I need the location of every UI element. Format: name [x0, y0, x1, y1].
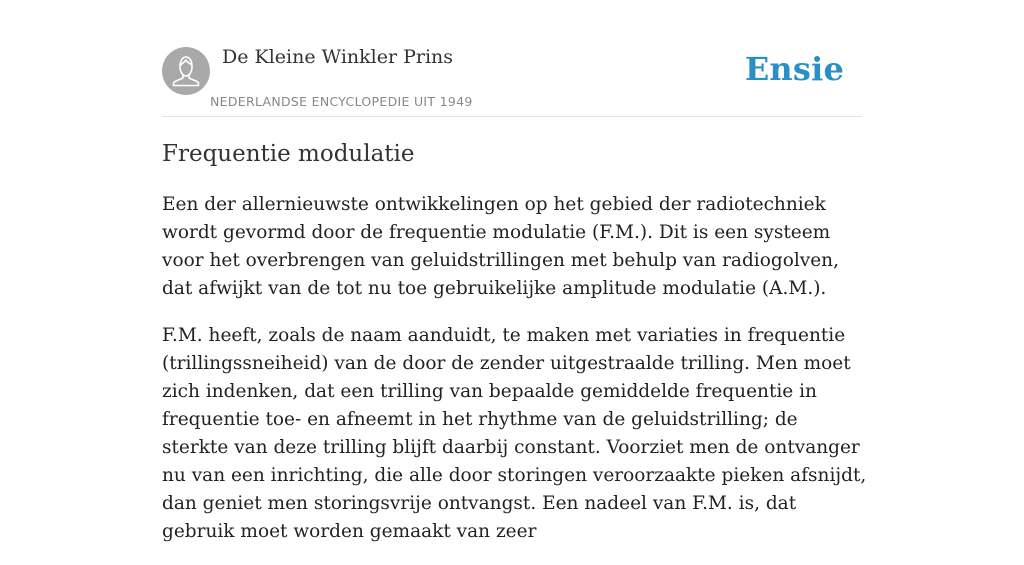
source-title[interactable]: De Kleine Winkler Prins — [222, 46, 454, 68]
article-paragraph: F.M. heeft, zoals de naam aanduidt, te maken met variaties in frequentie (trillingssneiheid) van de door de zender uitgestraalde trilling. Men moet zich indenken, dat een trilling van bepaalde gemiddelde frequentie in frequentie toe- en afneemt in het rhythme van de geluidstrilling; de sterkte van deze trilling blijft daarbij constant. Voorziet men de ontvanger nu van een inrichting, die alle door storingen veroorzaakte pieken afsnijdt, dan geniet men storingsvrije ontvangst. Een nadeel van F.M. is, dat gebruik moet worden gemaakt van zeer — [162, 325, 867, 542]
source-header — [162, 44, 862, 117]
article-paragraph: Een der allernieuwste ontwikkelingen op het gebied der radiotechniek wordt gevormd door de frequentie modulatie (F.M.). Dit is een systeem voor het overbrengen van geluidstrillingen met behulp van radiogolven, dat afwijkt van de tot nu toe gebruikelijke amplitude modulatie (A.M.). — [162, 194, 839, 299]
article — [162, 138, 868, 565]
article-title: Frequentie modulatie — [162, 141, 415, 167]
source-subtitle: NEDERLANDSE ENCYCLOPEDIE UIT 1949 — [210, 94, 473, 109]
ensie-logo[interactable]: Ensie — [744, 50, 844, 88]
user-avatar-icon[interactable] — [162, 47, 210, 95]
